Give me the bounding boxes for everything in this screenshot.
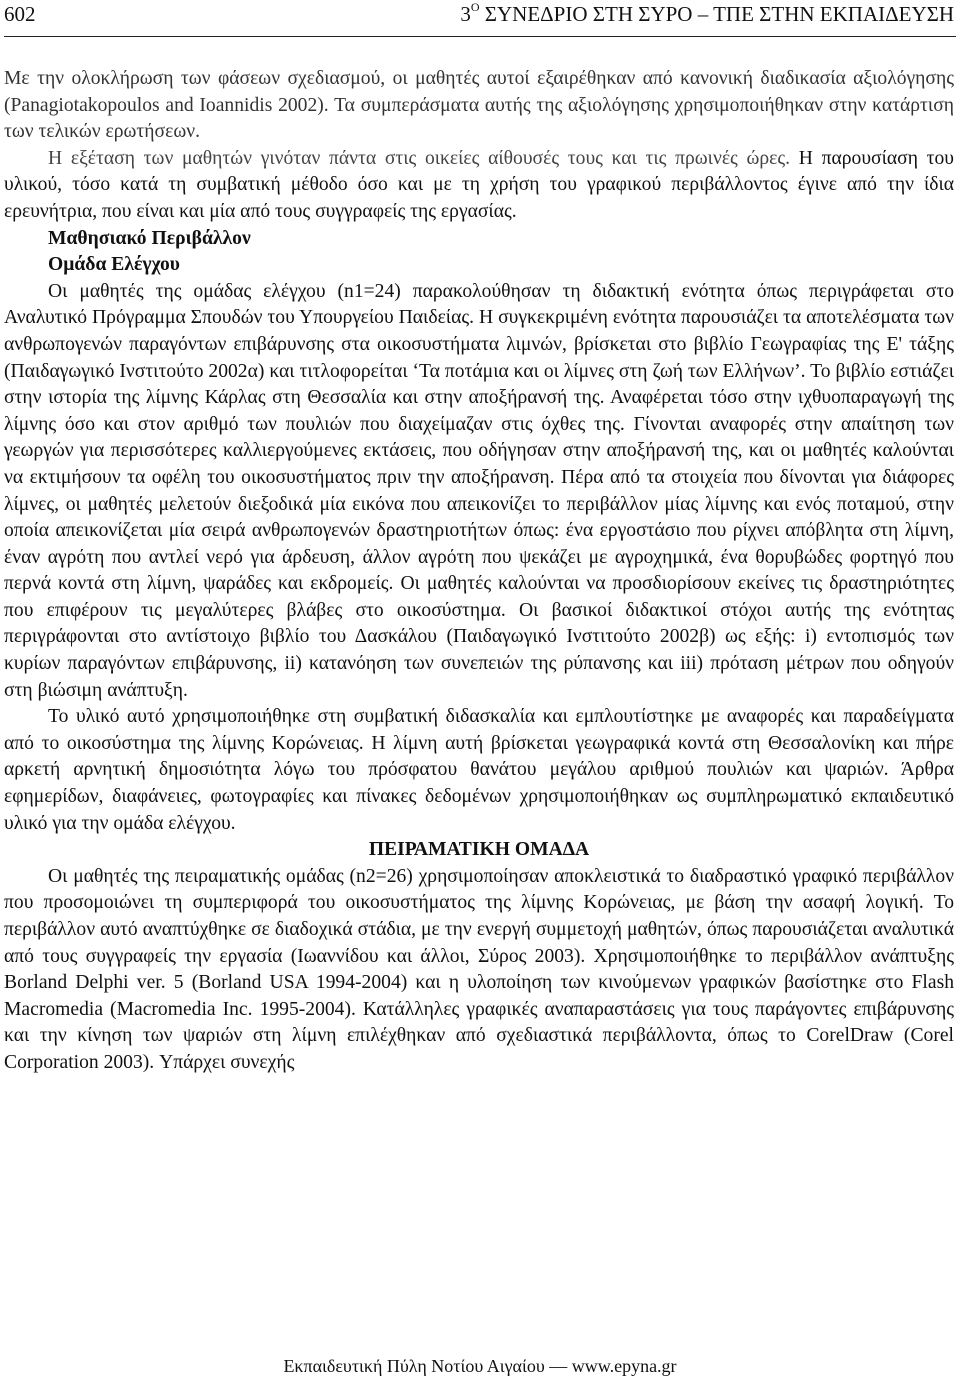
page-footer: Εκπαιδευτική Πύλη Νοτίου Αιγαίου — www.epyna.gr <box>283 1356 677 1376</box>
running-title-ordinal: Ο <box>470 0 480 14</box>
page-header <box>4 2 954 32</box>
presentation-sentence: Η παρουσίαση του υλικού, τόσο κατά τη συμβατική μέθοδο όσο και με τη χρήση του γραφικού περιβάλλοντος έγινε από την ίδια ερευνήτρια, που είναι και μία από τους συγγραφείς της εργασίας. <box>4 147 954 222</box>
page-number: 602 <box>4 2 36 26</box>
paragraph-evaluation: Με την ολοκλήρωση των φάσεων σχεδιασμού, οι μαθητές αυτοί εξαιρέθηκαν από κανονική διαδικασία αξιολόγησης (Panagiotakopoulos and Ioannidis 2002). Τα συμπεράσματα αυτής της αξιολόγησης χρησιμοποιήθηκαν στην κατάρτιση των τελικών ερωτήσεων. <box>4 68 954 143</box>
examination-sentence: Η εξέταση των μαθητών γινόταν πάντα στις οικείες αίθουσές τους και τις πρωινές ώρες. <box>48 147 791 169</box>
document-body <box>4 66 954 1077</box>
running-title-number: 3 <box>460 2 471 26</box>
running-title <box>460 2 954 27</box>
running-title-text: ΣΥΝΕΔΡΙΟ ΣΤΗ ΣΥΡΟ – ΤΠΕ ΣΤΗΝ ΕΚΠΑΙΔΕΥΣΗ <box>479 2 954 26</box>
paragraph-control-group: Οι μαθητές της ομάδας ελέγχου (n1=24) παρακολούθησαν τη διδακτική ενότητα όπως περιγράφεται στο Αναλυτικό Πρόγραμμα Σπουδών του Υπουργείου Παιδείας. Η συγκεκριμένη ενότητα παρουσιάζει τα αποτελέσματα των ανθρωπογενών παραγόντων επιβάρυνσης στα οικοσυστήματα λιμνών, βρίσκεται στο βιβλίο Γεωγραφίας της Ε' τάξης (Παιδαγωγικό Ινστιτούτο 2002α) και τιτλοφορείται ‘Τα ποτάμια και οι λίμνες στη ζωή των Ελλήνων’. Το βιβλίο εστιάζει στην ιστορία της λίμνης Κάρλας στη Θεσσαλία και στην αποξήρανσή της. Αναφέρεται τόσο στην ιχθυοπαραγωγή της λίμνης όσο και στον αριθμό των πουλιών που διαχείμαζαν στις όχθες της. Γίνονται αναφορές στην απαίτηση των γεωργών για περισσότερες καλλιεργούμενες εκτάσεις, που οδήγησαν στην αποξήρανσή της, και οι μαθητές καλούνται να εκτιμήσουν τα οφέλη του οικοσυστήματος πριν την αποξήρανση. Πέρα από τα στοιχεία που δίνονται για διάφορες λίμνες, οι μαθητές μελετούν διεξοδικά μία εικόνα που απεικονίζει το περιβάλλον μίας λίμνης και ενός ποταμού, στην οποία απεικονίζεται μία σειρά ανθρωπογενών δραστηριοτήτων όπως: ένα εργοστάσιο που ρίχνει απόβλητα στη λίμνη, έναν αγρότη που αντλεί νερό για άρδευση, άλλον αγρότη που ψεκάζει με αγροχημικά, ένα θορυβώδες φορτηγό που περνά κοντά στη λίμνη, ψαράδες και εκδρομείς. Οι μαθητές καλούνται να προσδιορίσουν εκείνες τις δραστηριότητες που επιφέρουν τις μεγαλύτερες βλάβες στο οικοσύστημα. Οι βασικοί διδακτικοί στόχοι αυτής της ενότητας περιγράφονται στο αντίστοιχο βιβλίο του Δασκάλου (Παιδαγωγικό Ινστιτούτο 2002β) ως εξής: i) εντοπισμός των κυρίων παραγόντων επιβάρυνσης, ii) κατανόηση των συνεπειών της ρύπανσης και iii) πρόταση μέτρων που οδηγούν στη βιώσιμη ανάπτυξη. <box>4 280 954 701</box>
paragraph-material: Το υλικό αυτό χρησιμοποιήθηκε στη συμβατική διδασκαλία και εμπλουτίστηκε με αναφορές και παραδείγματα από το οικοσύστημα της λίμνης Κορώνειας. Η λίμνη αυτή βρίσκεται γεωγραφικά κοντά στη Θεσσαλονίκη και πήρε αρκετή αρνητική δημοσιότητα λόγω του πρόσφατου θανάτου μεγάλου αριθμού πουλιών και ψαριών. Άρθρα εφημερίδων, διαφάνειες, φωτογραφίες και πίνακες δεδομένων χρησιμοποιήθηκαν ως συμπληρωματικό εκπαιδευτικό υλικό για την ομάδα ελέγχου. <box>4 706 954 834</box>
section-heading-experimental-group: ΠΕΙΡΑΜΑΤΙΚΗ ΟΜΑΔΑ <box>368 839 590 861</box>
paragraph-examination <box>4 146 954 226</box>
section-heading-learning-environment: Μαθησιακό Περιβάλλον <box>48 227 251 249</box>
paragraph-experimental-group: Οι μαθητές της πειραματικής ομάδας (n2=26) χρησιμοποίησαν αποκλειστικά το διαδραστικό γραφικό περιβάλλον που προσομοιώνει τη συμπεριφορά του οικοσυστήματος της λίμνης Κορώνειας, με βάση την ασαφή λογική. Το περιβάλλον αυτό αναπτύχθηκε σε διαδοχικά στάδια, με την ενεργή συμμετοχή μαθητών, όπως παρουσιάζεται αναλυτικά από τους συγγραφείς την εργασία (Ιωαννίδου και άλλοι, Σύρος 2003). Χρησιμοποιήθηκε το περιβάλλον ανάπτυξης Borland Delphi ver. 5 (Borland USA 1994-2004) και η υλοποίηση των κινούμενων γραφικών βασίστηκε στο Flash Macromedia (Macromedia Inc. 1995-2004). Κατάλληλες γραφικές αναπαραστάσεις για τους παράγοντες επιβάρυνσης και την κίνηση των ψαριών στη λίμνη επιλέχθηκαν από σχεδιαστικά περιβάλλοντα, όπως το CorelDraw (Corel Corporation 2003). Υπάρχει συνεχής <box>4 865 954 1073</box>
subsection-heading-control-group: Ομάδα Ελέγχου <box>48 254 180 276</box>
header-rule <box>4 36 956 37</box>
